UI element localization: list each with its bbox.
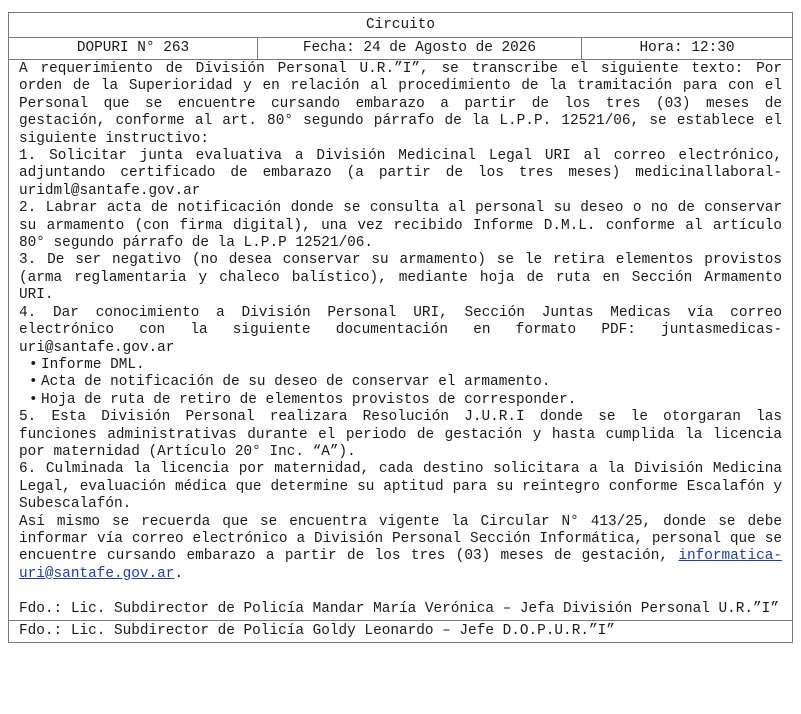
bullet-icon: • <box>29 356 38 373</box>
document-list <box>19 357 782 409</box>
step-6: 6. Culminada la licencia por maternidad, cada destino solicitara a la División Medicina Legal, evaluación médica que determine su aptitud para su reintegro conforme Escalafón y Subescalafón. <box>19 461 782 513</box>
signature-division-personal: Fdo.: Lic. Subdirector de Policía Mandar María Verónica – Jefa División Personal U.R.”I” <box>19 600 779 617</box>
list-item: • Acta de notificación de su deseo de conservar el armamento. <box>29 374 551 391</box>
step-1: 1. Solicitar junta evaluativa a División Medicinal Legal URI al correo electrónico, adjuntando certificado de embarazo (a partir de los tres meses) medicinallaboral-uridml@santafe.gov.ar <box>19 148 782 199</box>
circuit-document <box>8 12 793 643</box>
signature-dopuri: Fdo.: Lic. Subdirector de Policía Goldy Leonardo – Jefe D.O.P.U.R.”I” <box>19 622 615 639</box>
informatica-email-link[interactable]: informatica-uri@santafe.gov.ar <box>19 548 782 582</box>
document-body <box>9 60 792 621</box>
info-row <box>9 38 792 60</box>
intro-paragraph: A requerimiento de División Personal U.R.”I”, se transcribe el siguiente texto: Por orden de la Superioridad y en relación al procedimiento de la tramitación para con el Personal que se encuentre cursando embarazo a partir de los tres (03) meses de gestación, conforme al art. 80° segundo párrafo de la L.P.P. 12521/06, se establece el siguiente instructivo: <box>19 61 782 147</box>
step-4: 4. Dar conocimiento a División Personal URI, Sección Juntas Medicas vía correo electrónico con la siguiente documentación en formato PDF: juntasmedicas-uri@santafe.gov.ar <box>19 304 782 356</box>
step-5: 5. Esta División Personal realizara Resolución J.U.R.I donde se le otorgaran las funciones administrativas durante el periodo de gestación y hasta cumplida la licencia por maternidad (Artículo 20° Inc. “A”). <box>19 409 782 460</box>
closing-paragraph: Así mismo se recuerda que se encuentra vigente la Circular N° 413/25, donde se debe informar vía correo electrónico a División Personal Sección Informática, personal que se encuentre cursando embarazo a partir de los tres (03) meses de gestación, informatica-uri@santafe.gov.ar. <box>19 513 782 582</box>
bullet-icon: • <box>29 391 38 408</box>
step-2: 2. Labrar acta de notificación donde se consulta al personal su deseo o no de conservar su armamento (con firma digital), una vez recibido Informe D.M.L. conforme al artículo 80° segundo párrafo de la L.P.P 12521/06. <box>19 200 782 252</box>
date-field: Fecha: 24 de Agosto de 2026 <box>258 38 582 59</box>
time-field: Hora: 12:30 <box>639 40 735 56</box>
document-title: Circuito <box>9 13 792 38</box>
bullet-icon: • <box>29 374 38 391</box>
list-item: • Informe DML. <box>29 356 145 373</box>
dopuri-number: DOPURI N° 263 <box>9 38 258 59</box>
spacer <box>19 583 782 600</box>
list-item: • Hoja de ruta de retiro de elementos provistos de corresponder. <box>29 391 577 408</box>
step-3: 3. De ser negativo (no desea conservar su armamento) se le retira elementos provistos (arma reglamentaria y chaleco balístico), mediante hoja de ruta en Sección Armamento URI. <box>19 252 782 304</box>
